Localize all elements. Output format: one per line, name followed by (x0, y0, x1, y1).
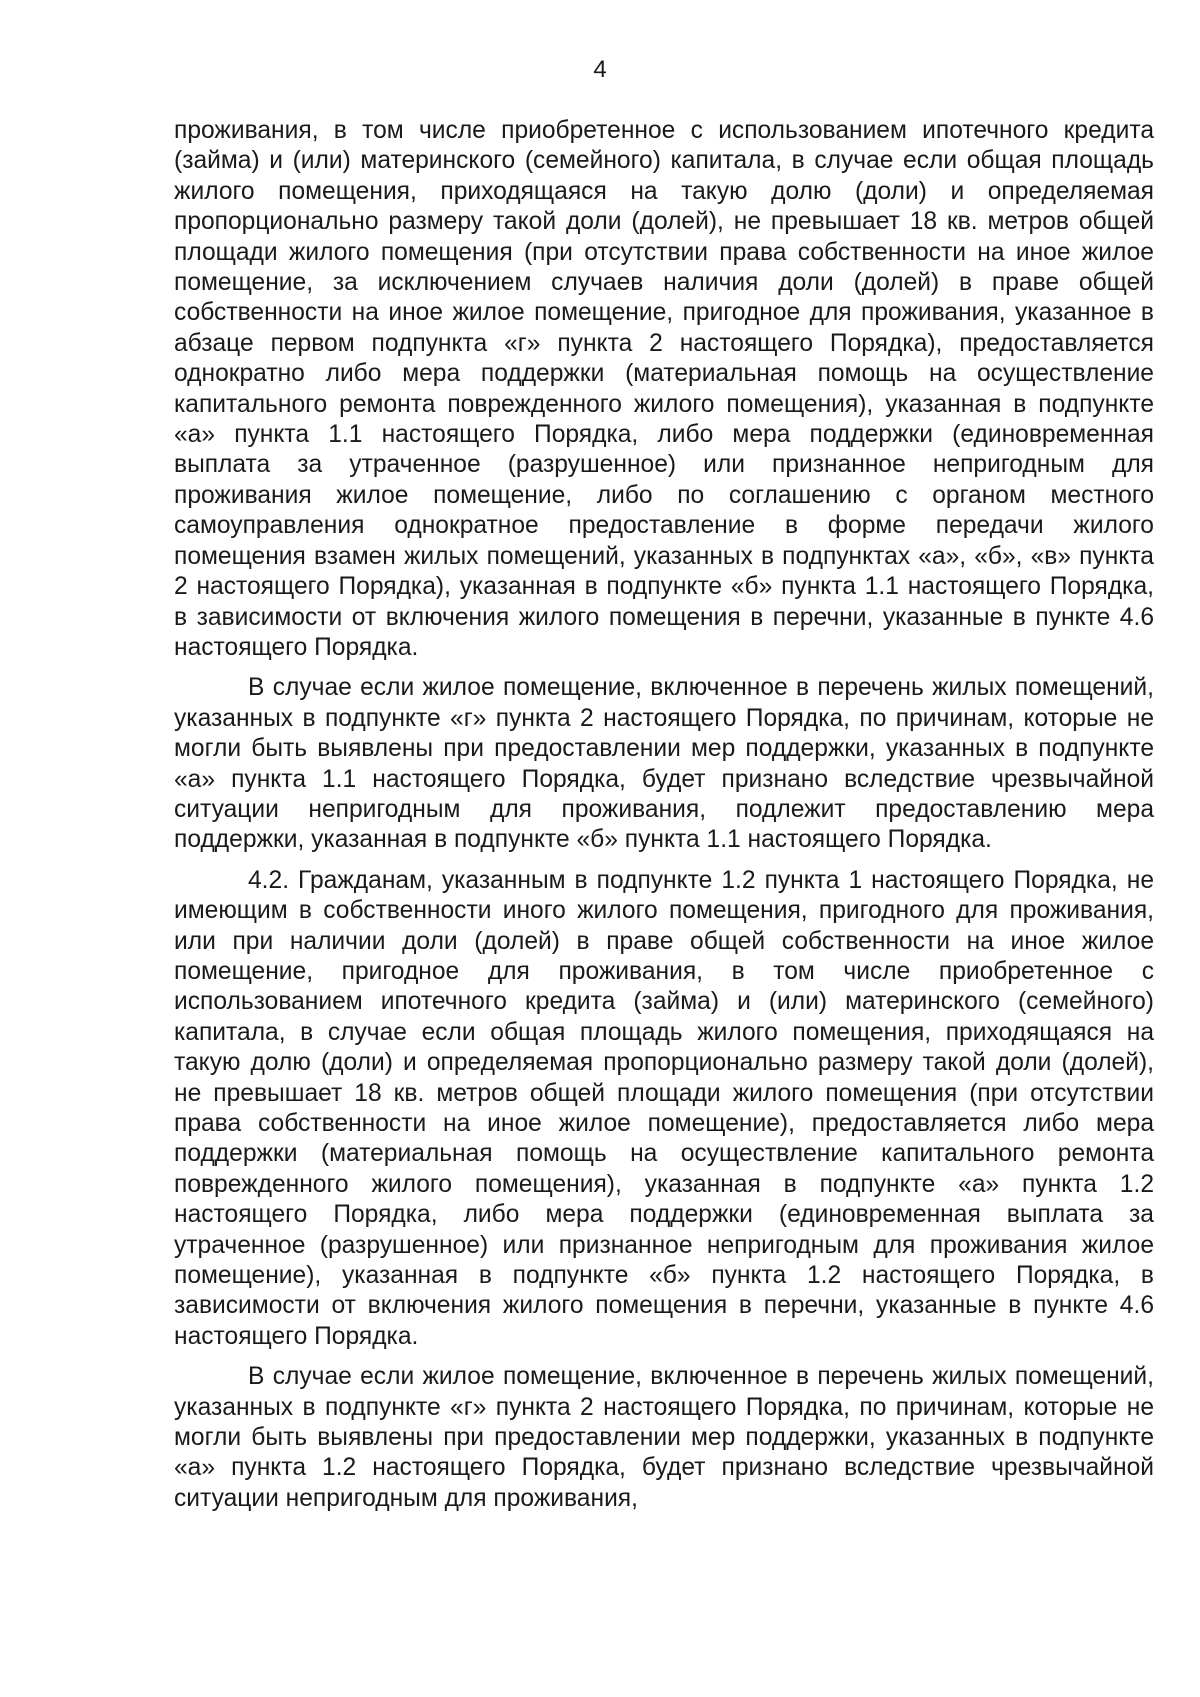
paragraph-exception-1-1: В случае если жилое помещение, включенное в перечень жилых помещений, указанных в подпункте «г» пункта 2 настоящего Порядка, по причинам, которые не могли быть выявлены при предоставлении мер поддержки, указанных в подпункте «а» пункта 1.1 настоящего Порядка, будет признано вследствие чрезвычайной ситуации непригодным для проживания, подлежит предоставлению мера поддержки, указанная в подпункте «б» пункта 1.1 настоящего Порядка. (174, 674, 1154, 854)
paragraph-continuation: проживания, в том числе приобретенное с использованием ипотечного кредита (займа) и (или) материнского (семейного) капитала, в случае если общая площадь жилого помещения, приходящаяся на такую долю (доли) и определяемая пропорционально размеру такой доли (долей), не превышает 18 кв. метров общей площади жилого помещения (при отсутствии права собственности на иное жилое помещение, за исключением случаев наличия доли (долей) в праве общей собственности на иное жилое помещение, пригодное для проживания, указанное в абзаце первом подпункта «г» пункта 2 настоящего Порядка), предоставляется однократно либо мера поддержки (материальная помощь на осуществление капитального ремонта поврежденного жилого помещения), указанная в подпункте «а» пункта 1.1 настоящего Порядка, либо мера поддержки (единовременная выплата за утраченное (разрушенное) или признанное непригодным для проживания жилое помещение, либо по соглашению с органом местного самоуправления однократное предоставление в форме передачи жилого помещения взамен жилых помещений, указанных в подпунктах «а», «б», «в» пункта 2 настоящего Порядка), указанная в подпункте «б» пункта 1.1 настоящего Порядка, в зависимости от включения жилого помещения в перечни, указанные в пункте 4.6 настоящего Порядка. (174, 117, 1154, 661)
document-body (174, 116, 1154, 1524)
paragraph-exception-1-2: В случае если жилое помещение, включенное в перечень жилых помещений, указанных в подпункте «г» пункта 2 настоящего Порядка, по причинам, которые не могли быть выявлены при предоставлении мер поддержки, указанных в подпункте «а» пункта 1.2 настоящего Порядка, будет признано вследствие чрезвычайной ситуации непригодным для проживания, (174, 1363, 1154, 1512)
page-number: 4 (593, 56, 607, 83)
paragraph-clause-4-2: 4.2. Гражданам, указанным в подпункте 1.2 пункта 1 настоящего Порядка, не имеющим в собственности иного жилого помещения, пригодного для проживания, или при наличии доли (долей) в праве общей собственности на иное жилое помещение, пригодное для проживания, в том числе приобретенное с использованием ипотечного кредита (займа) и (или) материнского (семейного) капитала, в случае если общая площадь жилого помещения, приходящаяся на такую долю (доли) и определяемая пропорционально размеру такой доли (долей), не превышает 18 кв. метров общей площади жилого помещения (при отсутствии права собственности на иное жилое помещение), предоставляется либо мера поддержки (материальная помощь на осуществление капитального ремонта поврежденного жилого помещения), указанная в подпункте «а» пункта 1.2 настоящего Порядка, либо мера поддержки (единовременная выплата за утраченное (разрушенное) или признанное непригодным для проживания жилое помещение), указанная в подпункте «б» пункта 1.2 настоящего Порядка, в зависимости от включения жилого помещения в перечни, указанные в пункте 4.6 настоящего Порядка. (174, 866, 1154, 1350)
